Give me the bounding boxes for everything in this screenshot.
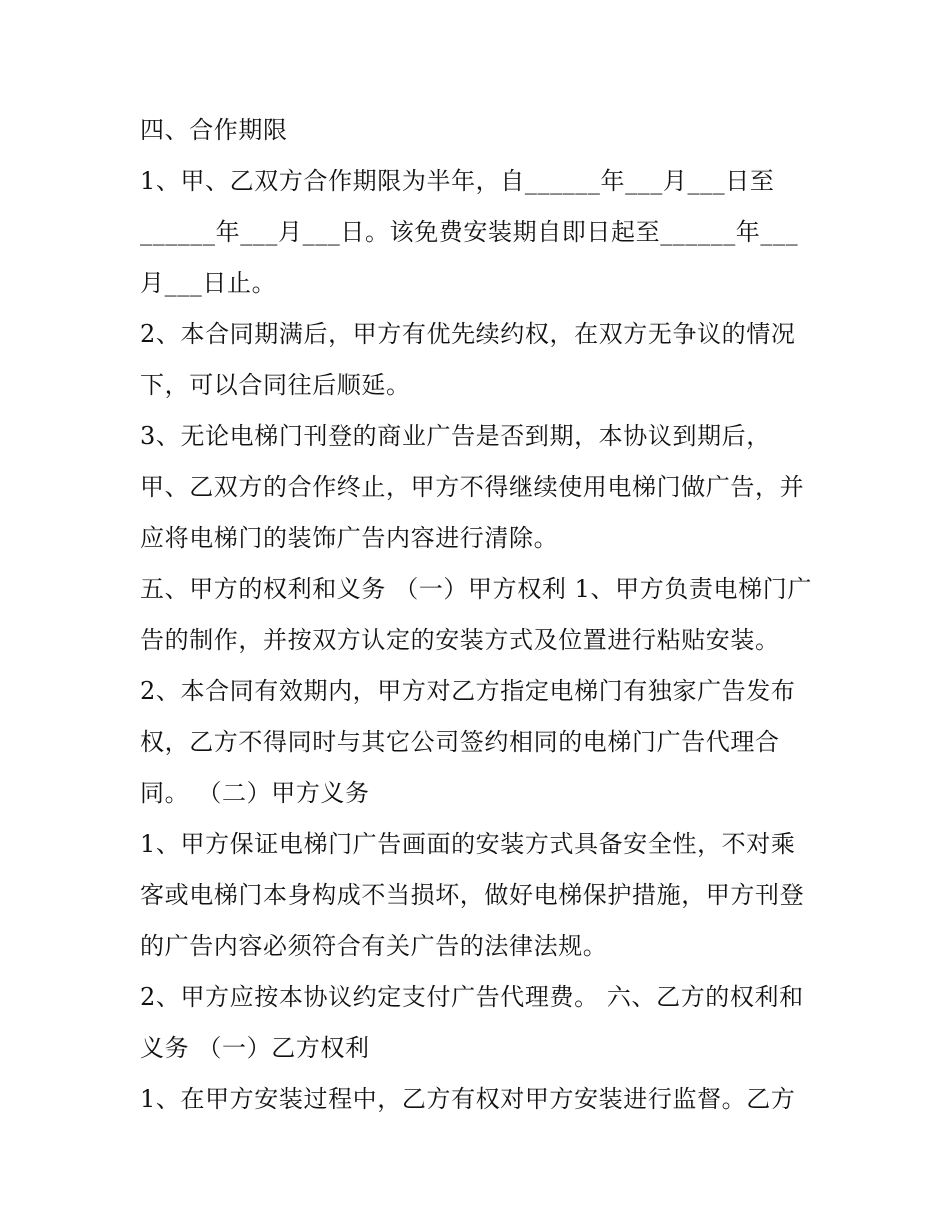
paragraph-line: 2、甲方应按本协议约定支付广告代理费。 六、乙方的权利和 <box>140 983 804 1011</box>
paragraph-line: 3、无论电梯门刊登的商业广告是否到期，本协议到期后， <box>140 422 771 450</box>
paragraph-line: 告的制作，并按双方认定的安装方式及位置进行粘贴安装。 <box>140 626 780 654</box>
paragraph-line: 1、甲方保证电梯门广告画面的安装方式具备安全性，不对乘 <box>140 830 796 858</box>
paragraph-line: 甲、乙双方的合作终止，甲方不得继续使用电梯门做广告，并 <box>140 473 805 501</box>
paragraph-line: 月___日止。 <box>140 269 277 297</box>
paragraph-line: 客或电梯门本身构成不当损坏，做好电梯保护措施，甲方刊登 <box>140 881 805 909</box>
paragraph-line: 权，乙方不得同时与其它公司签约相同的电梯门广告代理合 <box>140 728 780 756</box>
paragraph-line: 1、甲、乙双方合作期限为半年，自______年___月___日至 <box>140 167 775 195</box>
paragraph-line: 1、在甲方安装过程中，乙方有权对甲方安装进行监督。乙方 <box>140 1085 796 1113</box>
section-heading-party-a-rights: 五、甲方的权利和义务 （一）甲方权利 1、甲方负责电梯门广 <box>140 575 812 603</box>
paragraph-line: 义务 （一）乙方权利 <box>140 1034 370 1062</box>
paragraph-line: 的广告内容必须符合有关广告的法律法规。 <box>140 932 608 960</box>
paragraph-line: 2、本合同期满后，甲方有优先续约权，在双方无争议的情况 <box>140 320 796 348</box>
paragraph-line: 下，可以合同往后顺延。 <box>140 371 411 399</box>
paragraph-line: 同。 （二）甲方义务 <box>140 779 370 807</box>
paragraph-line: 应将电梯门的装饰广告内容进行清除。 <box>140 524 559 552</box>
paragraph-line: ______年___月___日。该免费安装期自即日起至______年___ <box>140 218 799 246</box>
section-heading-cooperation-term: 四、合作期限 <box>140 116 288 144</box>
paragraph-line: 2、本合同有效期内，甲方对乙方指定电梯门有独家广告发布 <box>140 677 796 705</box>
